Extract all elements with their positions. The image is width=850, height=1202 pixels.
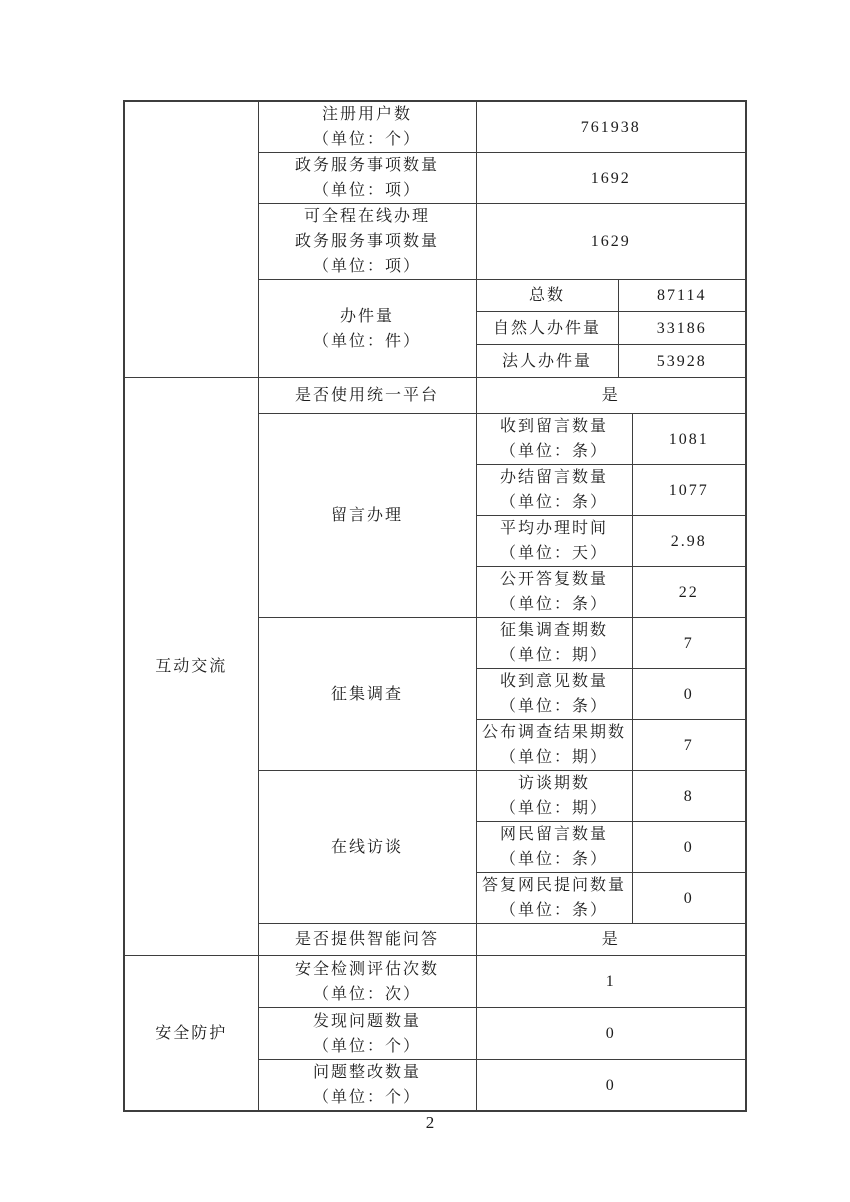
metric-label: 公开答复数量 [499,571,608,588]
survey-periods-label-cell [476,618,632,669]
page-number: 2 [425,1113,435,1132]
message-handling-label-cell: 留言办理 [258,414,476,618]
metric-unit: （单位：项） [312,258,421,275]
case-volume-legal-value: 53928 [618,345,746,378]
metric-unit: （单位：件） [312,332,421,350]
public-replies-value: 22 [632,567,746,618]
case-volume-natural-value: 33186 [618,312,746,345]
metric-unit: （单位：期） [499,800,608,817]
online-service-items-label-cell [258,204,476,280]
metric-unit: （单位：条） [499,902,608,919]
group-cell-interaction: 互动交流 [124,378,258,956]
opinions-received-value: 0 [632,669,746,720]
case-volume-legal-label: 法人办件量 [476,345,618,378]
metric-label: 收到留言数量 [499,418,608,435]
metric-label: 办结留言数量 [499,469,608,486]
service-items-label-cell [258,153,476,204]
metric-label: 答复网民提问数量 [481,877,626,894]
problems-fixed-value: 0 [476,1060,746,1112]
netizen-replies-value: 0 [632,873,746,924]
metric-unit: （单位：期） [499,749,608,766]
problems-fixed-label-cell [258,1060,476,1112]
metric-label: 政务服务事项数量 [294,157,439,174]
metric-label: 可全程在线办理 [303,208,430,225]
metric-label: 发现问题数量 [312,1012,421,1030]
interview-periods-label-cell [476,771,632,822]
metric-unit: （单位：条） [499,851,608,868]
case-volume-natural-label: 自然人办件量 [476,312,618,345]
metric-unit: （单位：条） [499,596,608,613]
problems-found-label-cell [258,1008,476,1060]
metric-label-line2: 政务服务事项数量 [294,233,439,250]
table-row [124,378,746,414]
annual-report-table [123,100,747,1112]
avg-handling-time-label-cell [476,516,632,567]
avg-handling-time-value: 2.98 [632,516,746,567]
group-cell-security: 安全防护 [124,956,258,1112]
table-row [124,956,746,1008]
metric-unit: （单位：个） [312,131,421,148]
online-service-items-value: 1629 [476,204,746,280]
metric-label: 办件量 [339,307,394,325]
netizen-replies-label-cell [476,873,632,924]
unified-platform-label: 是否使用统一平台 [258,378,476,414]
metric-label: 公布调查结果期数 [481,724,626,741]
service-items-value: 1692 [476,153,746,204]
metric-label: 问题整改数量 [312,1064,421,1081]
survey-periods-value: 7 [632,618,746,669]
public-replies-label-cell [476,567,632,618]
metric-unit: （单位：条） [499,698,608,715]
survey-results-label-cell [476,720,632,771]
metric-label: 收到意见数量 [499,673,608,690]
metric-label: 征集调查期数 [499,622,608,639]
netizen-messages-value: 0 [632,822,746,873]
group-cell-empty [124,101,258,378]
registered-users-label-cell [258,101,476,153]
metric-label: 安全检测评估次数 [294,960,439,978]
metric-label: 访谈期数 [517,775,590,792]
metric-unit: （单位：个） [312,1089,421,1106]
security-checks-value: 1 [476,956,746,1008]
case-volume-total-label: 总数 [476,280,618,312]
security-checks-label-cell [258,956,476,1008]
metric-unit: （单位：条） [499,443,608,460]
metric-unit: （单位：个） [312,1037,421,1055]
smart-qa-value: 是 [476,924,746,956]
metric-unit: （单位：项） [312,182,421,199]
metric-label: 平均办理时间 [499,520,608,537]
messages-completed-value: 1077 [632,465,746,516]
problems-found-value: 0 [476,1008,746,1060]
metric-unit: （单位：条） [499,494,608,511]
messages-received-value: 1081 [632,414,746,465]
opinions-received-label-cell [476,669,632,720]
smart-qa-label: 是否提供智能问答 [258,924,476,956]
interview-periods-value: 8 [632,771,746,822]
case-volume-total-value: 87114 [618,280,746,312]
messages-completed-label-cell [476,465,632,516]
metric-label: 注册用户数 [321,106,412,123]
metric-unit: （单位：天） [499,545,608,562]
survey-label-cell: 征集调查 [258,618,476,771]
registered-users-value: 761938 [476,101,746,153]
metric-unit: （单位：期） [499,647,608,664]
metric-label: 网民留言数量 [499,826,608,843]
survey-results-value: 7 [632,720,746,771]
case-volume-label-cell [258,280,476,378]
metric-unit: （单位：次） [312,985,421,1003]
table-row [124,101,746,153]
messages-received-label-cell [476,414,632,465]
netizen-messages-label-cell [476,822,632,873]
unified-platform-value: 是 [476,378,746,414]
interview-label-cell: 在线访谈 [258,771,476,924]
